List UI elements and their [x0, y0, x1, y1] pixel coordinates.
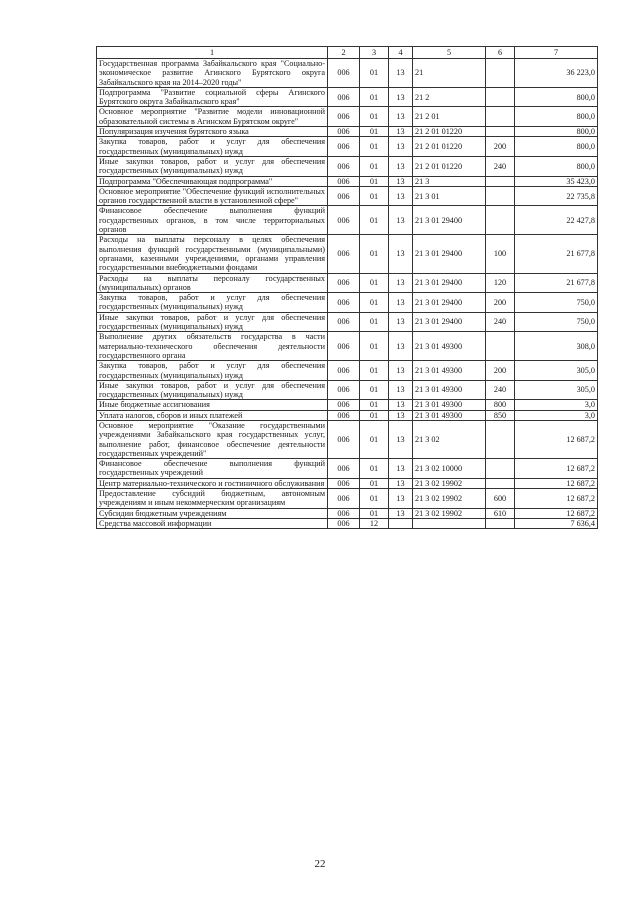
cell-section: 01 — [360, 312, 389, 332]
cell-amount: 7 636,4 — [515, 518, 598, 528]
cell-grbs: 006 — [328, 489, 360, 509]
cell-section: 01 — [360, 137, 389, 157]
cell-expense-type: 100 — [486, 235, 515, 273]
table-row — [97, 137, 598, 157]
cell-subsection: 13 — [389, 273, 413, 293]
cell-amount: 3,0 — [515, 410, 598, 420]
cell-amount: 800,0 — [515, 156, 598, 176]
cell-subsection: 13 — [389, 508, 413, 518]
cell-expense-type — [486, 186, 515, 206]
cell-grbs: 006 — [328, 380, 360, 400]
cell-target-article: 21 3 02 19902 — [413, 478, 486, 488]
cell-section: 01 — [360, 273, 389, 293]
table-row — [97, 127, 598, 137]
cell-section: 01 — [360, 293, 389, 313]
cell-subsection: 13 — [389, 206, 413, 235]
cell-name: Средства массовой информации — [97, 518, 328, 528]
cell-target-article: 21 3 01 — [413, 186, 486, 206]
cell-amount: 800,0 — [515, 107, 598, 127]
cell-subsection: 13 — [389, 293, 413, 313]
cell-subsection: 13 — [389, 380, 413, 400]
cell-grbs: 006 — [328, 508, 360, 518]
cell-target-article: 21 3 02 19902 — [413, 489, 486, 509]
cell-grbs: 006 — [328, 206, 360, 235]
cell-name: Центр материально-технического и гостиничного обслуживания — [97, 478, 328, 488]
cell-section: 01 — [360, 508, 389, 518]
cell-name: Расходы на выплаты персоналу государственных (муниципальных) органов — [97, 273, 328, 293]
budget-table — [96, 46, 598, 529]
cell-amount: 36 223,0 — [515, 59, 598, 88]
cell-section: 01 — [360, 489, 389, 509]
cell-expense-type — [486, 176, 515, 186]
cell-expense-type — [486, 87, 515, 107]
cell-grbs: 006 — [328, 127, 360, 137]
cell-expense-type: 120 — [486, 273, 515, 293]
cell-section: 01 — [360, 478, 389, 488]
cell-section: 01 — [360, 87, 389, 107]
table-row — [97, 206, 598, 235]
cell-target-article: 21 3 02 — [413, 420, 486, 458]
table-body — [97, 59, 598, 529]
col-header-1: 1 — [97, 47, 328, 59]
cell-amount: 22 735,8 — [515, 186, 598, 206]
table-row — [97, 410, 598, 420]
cell-subsection: 13 — [389, 59, 413, 88]
cell-expense-type: 200 — [486, 293, 515, 313]
cell-name: Уплата налогов, сборов и иных платежей — [97, 410, 328, 420]
cell-amount: 305,0 — [515, 361, 598, 381]
cell-grbs: 006 — [328, 273, 360, 293]
cell-subsection: 13 — [389, 186, 413, 206]
cell-amount: 12 687,2 — [515, 508, 598, 518]
cell-section: 01 — [360, 380, 389, 400]
cell-expense-type — [486, 518, 515, 528]
cell-amount: 21 677,8 — [515, 235, 598, 273]
col-header-2: 2 — [328, 47, 360, 59]
cell-target-article: 21 2 — [413, 87, 486, 107]
cell-grbs: 006 — [328, 361, 360, 381]
page-number: 22 — [314, 858, 326, 870]
cell-amount: 308,0 — [515, 332, 598, 361]
cell-name: Закупка товаров, работ и услуг для обеспечения государственных (муниципальных) нужд — [97, 137, 328, 157]
cell-target-article: 21 3 01 49300 — [413, 400, 486, 410]
cell-amount: 12 687,2 — [515, 459, 598, 479]
cell-expense-type: 200 — [486, 137, 515, 157]
cell-target-article: 21 2 01 — [413, 107, 486, 127]
col-header-7: 7 — [515, 47, 598, 59]
cell-section: 01 — [360, 420, 389, 458]
cell-name: Иные закупки товаров, работ и услуг для обеспечения государственных (муниципальных) нужд — [97, 156, 328, 176]
cell-subsection: 13 — [389, 332, 413, 361]
cell-grbs: 006 — [328, 156, 360, 176]
cell-grbs: 006 — [328, 87, 360, 107]
cell-name: Иные закупки товаров, работ и услуг для обеспечения государственных (муниципальных) нужд — [97, 380, 328, 400]
cell-grbs: 006 — [328, 176, 360, 186]
cell-subsection: 13 — [389, 137, 413, 157]
cell-expense-type: 600 — [486, 489, 515, 509]
cell-expense-type — [486, 459, 515, 479]
cell-grbs: 006 — [328, 420, 360, 458]
cell-amount: 35 423,0 — [515, 176, 598, 186]
cell-target-article: 21 2 01 01220 — [413, 137, 486, 157]
cell-section: 01 — [360, 127, 389, 137]
cell-subsection: 13 — [389, 107, 413, 127]
cell-target-article: 21 3 01 29400 — [413, 235, 486, 273]
cell-section: 01 — [360, 206, 389, 235]
cell-grbs: 006 — [328, 478, 360, 488]
table-row — [97, 332, 598, 361]
cell-subsection: 13 — [389, 459, 413, 479]
cell-target-article: 21 3 01 29400 — [413, 293, 486, 313]
table-row — [97, 59, 598, 88]
cell-grbs: 006 — [328, 518, 360, 528]
table-row — [97, 235, 598, 273]
table-row — [97, 293, 598, 313]
cell-expense-type — [486, 206, 515, 235]
cell-grbs: 006 — [328, 400, 360, 410]
cell-grbs: 006 — [328, 312, 360, 332]
cell-subsection — [389, 518, 413, 528]
cell-amount: 800,0 — [515, 127, 598, 137]
cell-expense-type: 240 — [486, 380, 515, 400]
cell-name: Закупка товаров, работ и услуг для обеспечения государственных (муниципальных) нужд — [97, 293, 328, 313]
col-header-6: 6 — [486, 47, 515, 59]
cell-target-article — [413, 518, 486, 528]
table-row — [97, 478, 598, 488]
cell-target-article: 21 — [413, 59, 486, 88]
cell-grbs: 006 — [328, 459, 360, 479]
cell-target-article: 21 3 02 19902 — [413, 508, 486, 518]
header-row — [97, 47, 598, 59]
cell-section: 01 — [360, 235, 389, 273]
table-row — [97, 420, 598, 458]
cell-amount: 12 687,2 — [515, 489, 598, 509]
cell-name: Иные бюджетные ассигнования — [97, 400, 328, 410]
table-row — [97, 459, 598, 479]
cell-name: Расходы на выплаты персоналу в целях обеспечения выполнения функций государственными (муниципальными) органами, казенными учреждениями, органами управления государственными внебюджетными фондами — [97, 235, 328, 273]
cell-amount: 21 677,8 — [515, 273, 598, 293]
cell-amount: 22 427,8 — [515, 206, 598, 235]
cell-expense-type: 240 — [486, 312, 515, 332]
cell-target-article: 21 3 01 49300 — [413, 332, 486, 361]
cell-subsection: 13 — [389, 127, 413, 137]
table-row — [97, 176, 598, 186]
cell-expense-type — [486, 107, 515, 127]
cell-grbs: 006 — [328, 293, 360, 313]
cell-target-article: 21 3 01 49300 — [413, 410, 486, 420]
cell-subsection: 13 — [389, 235, 413, 273]
col-header-5: 5 — [413, 47, 486, 59]
cell-target-article: 21 3 01 29400 — [413, 206, 486, 235]
cell-subsection: 13 — [389, 489, 413, 509]
table-row — [97, 87, 598, 107]
cell-grbs: 006 — [328, 186, 360, 206]
cell-subsection: 13 — [389, 361, 413, 381]
cell-subsection: 13 — [389, 176, 413, 186]
cell-name: Государственная программа Забайкальского края "Социально-экономическое развитие Агинского Бурятского округа Забайкальского края на 2014–2020 годы" — [97, 59, 328, 88]
cell-section: 01 — [360, 332, 389, 361]
cell-grbs: 006 — [328, 59, 360, 88]
cell-amount: 800,0 — [515, 137, 598, 157]
cell-section: 12 — [360, 518, 389, 528]
cell-target-article: 21 2 01 01220 — [413, 156, 486, 176]
cell-grbs: 006 — [328, 107, 360, 127]
table-row — [97, 312, 598, 332]
cell-expense-type — [486, 332, 515, 361]
cell-name: Предоставление субсидий бюджетным, автономным учреждениям и иным некоммерческим организациям — [97, 489, 328, 509]
cell-amount: 800,0 — [515, 87, 598, 107]
cell-name: Субсидии бюджетным учреждениям — [97, 508, 328, 518]
cell-section: 01 — [360, 156, 389, 176]
cell-subsection: 13 — [389, 400, 413, 410]
cell-target-article: 21 3 01 49300 — [413, 361, 486, 381]
table-row — [97, 361, 598, 381]
cell-grbs: 006 — [328, 410, 360, 420]
cell-section: 01 — [360, 59, 389, 88]
cell-subsection: 13 — [389, 87, 413, 107]
table-row — [97, 156, 598, 176]
cell-expense-type: 800 — [486, 400, 515, 410]
cell-amount: 305,0 — [515, 380, 598, 400]
cell-subsection: 13 — [389, 312, 413, 332]
cell-target-article: 21 3 01 49300 — [413, 380, 486, 400]
cell-target-article: 21 3 01 29400 — [413, 273, 486, 293]
cell-name: Популяризация изучения бурятского языка — [97, 127, 328, 137]
cell-name: Иные закупки товаров, работ и услуг для обеспечения государственных (муниципальных) нужд — [97, 312, 328, 332]
cell-subsection: 13 — [389, 478, 413, 488]
cell-expense-type: 200 — [486, 361, 515, 381]
cell-name: Финансовое обеспечение выполнения функций государственных органов, в том числе территориальных органов — [97, 206, 328, 235]
cell-grbs: 006 — [328, 137, 360, 157]
cell-expense-type — [486, 127, 515, 137]
table-row — [97, 273, 598, 293]
table-row — [97, 489, 598, 509]
cell-name: Финансовое обеспечение выполнения функций государственных учреждений — [97, 459, 328, 479]
cell-expense-type: 610 — [486, 508, 515, 518]
cell-target-article: 21 3 01 29400 — [413, 312, 486, 332]
cell-name: Подпрограмма "Развитие социальной сферы Агинского Бурятского округа Забайкальского края" — [97, 87, 328, 107]
cell-section: 01 — [360, 176, 389, 186]
cell-section: 01 — [360, 459, 389, 479]
cell-target-article: 21 3 02 10000 — [413, 459, 486, 479]
table-row — [97, 380, 598, 400]
cell-section: 01 — [360, 186, 389, 206]
table-row — [97, 518, 598, 528]
cell-section: 01 — [360, 410, 389, 420]
cell-section: 01 — [360, 107, 389, 127]
cell-subsection: 13 — [389, 156, 413, 176]
cell-section: 01 — [360, 361, 389, 381]
cell-name: Подпрограмма "Обеспечивающая подпрограмма" — [97, 176, 328, 186]
cell-expense-type: 240 — [486, 156, 515, 176]
cell-amount: 3,0 — [515, 400, 598, 410]
cell-grbs: 006 — [328, 332, 360, 361]
cell-target-article: 21 3 — [413, 176, 486, 186]
cell-amount: 750,0 — [515, 312, 598, 332]
table-row — [97, 186, 598, 206]
table-row — [97, 107, 598, 127]
cell-name: Основное мероприятие "Обеспечение функций исполнительных органов государственной власти в установленной сфере" — [97, 186, 328, 206]
col-header-3: 3 — [360, 47, 389, 59]
cell-section: 01 — [360, 400, 389, 410]
cell-name: Выполнение других обязательств государства в части материально-технического обеспечения деятельности государственного органа — [97, 332, 328, 361]
cell-name: Основное мероприятие "Развитие модели инновационной образовательной системы в Агинском Бурятском округе" — [97, 107, 328, 127]
cell-expense-type — [486, 59, 515, 88]
cell-subsection: 13 — [389, 420, 413, 458]
cell-amount: 12 687,2 — [515, 420, 598, 458]
cell-name: Основное мероприятие "Оказание государственными учреждениями Забайкальского края государственных услуг, выполнение работ, финансовое обеспечение деятельности государственных учреждений" — [97, 420, 328, 458]
table-row — [97, 400, 598, 410]
cell-amount: 12 687,2 — [515, 478, 598, 488]
cell-subsection: 13 — [389, 410, 413, 420]
table-row — [97, 508, 598, 518]
col-header-4: 4 — [389, 47, 413, 59]
cell-expense-type — [486, 478, 515, 488]
cell-expense-type: 850 — [486, 410, 515, 420]
cell-amount: 750,0 — [515, 293, 598, 313]
cell-target-article: 21 2 01 01220 — [413, 127, 486, 137]
cell-grbs: 006 — [328, 235, 360, 273]
cell-name: Закупка товаров, работ и услуг для обеспечения государственных (муниципальных) нужд — [97, 361, 328, 381]
cell-expense-type — [486, 420, 515, 458]
